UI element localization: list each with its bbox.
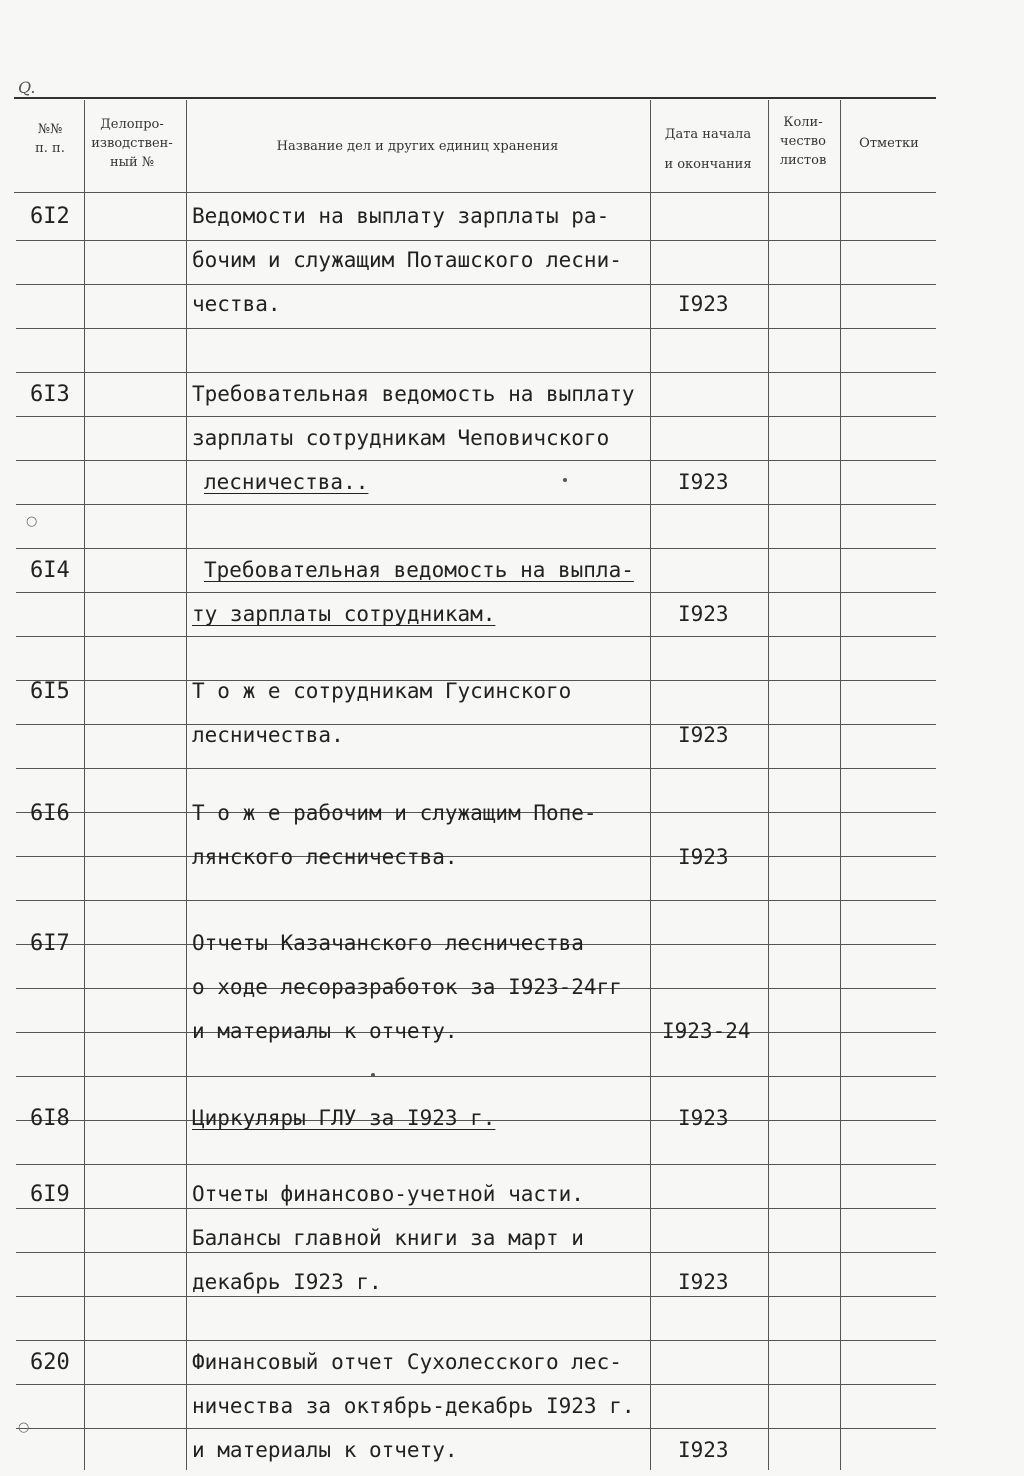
ruled-line [16,768,936,769]
entry-title-line: декабрь I923 г. [192,1270,382,1294]
ruled-line [16,1340,936,1341]
entry-number: 6I5 [30,679,70,704]
ruled-line [16,460,936,461]
column-border [650,100,651,1470]
column-border [186,100,187,1470]
ink-dot [563,478,567,482]
ruled-line [16,1296,936,1297]
entry-title-line: о ходе лесоразработок за I923-24гг [192,975,622,999]
ink-dot [371,1073,375,1077]
entry-title-line: Отчеты финансово-учетной части. [192,1182,584,1206]
ruled-line [16,1252,936,1253]
ruled-line [16,900,936,901]
entry-number: 6I9 [30,1182,70,1207]
ruled-line [16,1208,936,1209]
ruled-line [16,372,936,373]
entry-title-line: Отчеты Казачанского лесничества [192,931,584,955]
column-border [840,100,841,1470]
header-col-notes: Отметки [859,136,919,151]
column-border [768,100,769,1470]
ruled-line [16,328,936,329]
ruled-line [16,856,936,857]
entry-number: 6I4 [30,558,70,583]
header-col-number: №№ п. п. [35,122,65,156]
ruled-line [16,1164,936,1165]
header-col-sheet-count: Коли- чество листов [779,115,827,168]
entry-date: I923 [678,1106,729,1130]
entry-title-line: и материалы к отчету. [192,1019,458,1043]
entry-date: I923-24 [662,1019,751,1043]
entry-title-line: Финансовый отчет Сухолесского лес- [192,1350,622,1374]
entry-number: 6I3 [30,382,70,407]
entry-title-line: Балансы главной книги за март и [192,1226,584,1250]
entry-date: I923 [678,602,729,626]
header-top-rule [14,97,936,99]
entry-title-line: Циркуляры ГЛУ за I923 г. [192,1106,496,1130]
ruled-line [16,504,936,505]
ruled-line [16,284,936,285]
entry-date: I923 [678,723,729,747]
ruled-line [16,1384,936,1385]
column-border [84,100,85,1470]
header-col-title: Название дел и других единиц хранения [276,139,559,154]
entry-title-line: лянского лесничества. [192,845,458,869]
entry-title-line: лесничества. [192,723,344,747]
entry-title-line: ничества за октябрь-декабрь I923 г. [192,1394,635,1418]
entry-date: I923 [678,1270,729,1294]
header-bottom-rule [14,192,936,193]
entry-title-line: лесничества.. [204,470,369,494]
ruled-line [16,240,936,241]
entry-number: 620 [30,1350,70,1375]
entry-title-line: Т о ж е сотрудникам Гусинского [192,679,572,703]
ruled-line [16,1032,936,1033]
entry-title-line: и материалы к отчету. [192,1438,458,1462]
entry-title-line: бочим и служащим Поташского лесни- [192,248,622,272]
entry-date: I923 [678,470,729,494]
page-mark: Q. [18,78,36,97]
entry-date: I923 [678,845,729,869]
entry-title-line: чества. [192,292,281,316]
entry-date: I923 [678,1438,729,1462]
entry-number: 6I6 [30,801,70,826]
ruled-line [16,1428,936,1429]
entry-title-line: зарплаты сотрудникам Чеповичского [192,426,610,450]
ruled-line [16,636,936,637]
margin-mark: ○ [26,514,38,529]
header-col-dates: Дата начала и окончания [664,127,752,172]
ruled-line [16,724,936,725]
entry-title-line: ту зарплаты сотрудникам. [192,602,496,626]
entry-title-line: Т о ж е рабочим и служащим Попе- [192,801,597,825]
ruled-line [16,1076,936,1077]
entry-date: I923 [678,292,729,316]
margin-mark: ○ [18,1420,30,1435]
ruled-line [16,416,936,417]
entry-number: 6I2 [30,204,70,229]
entry-number: 6I7 [30,931,70,956]
header-col-office-number: Делопро- изводствен- ный № [91,117,173,170]
ruled-line [16,548,936,549]
entry-title-line: Требовательная ведомость на выпла- [204,558,634,582]
entry-title-line: Ведомости на выплату зарплаты ра- [192,204,610,228]
entry-title-line: Требовательная ведомость на выплату [192,382,635,406]
ruled-line [16,592,936,593]
entry-number: 6I8 [30,1106,70,1131]
